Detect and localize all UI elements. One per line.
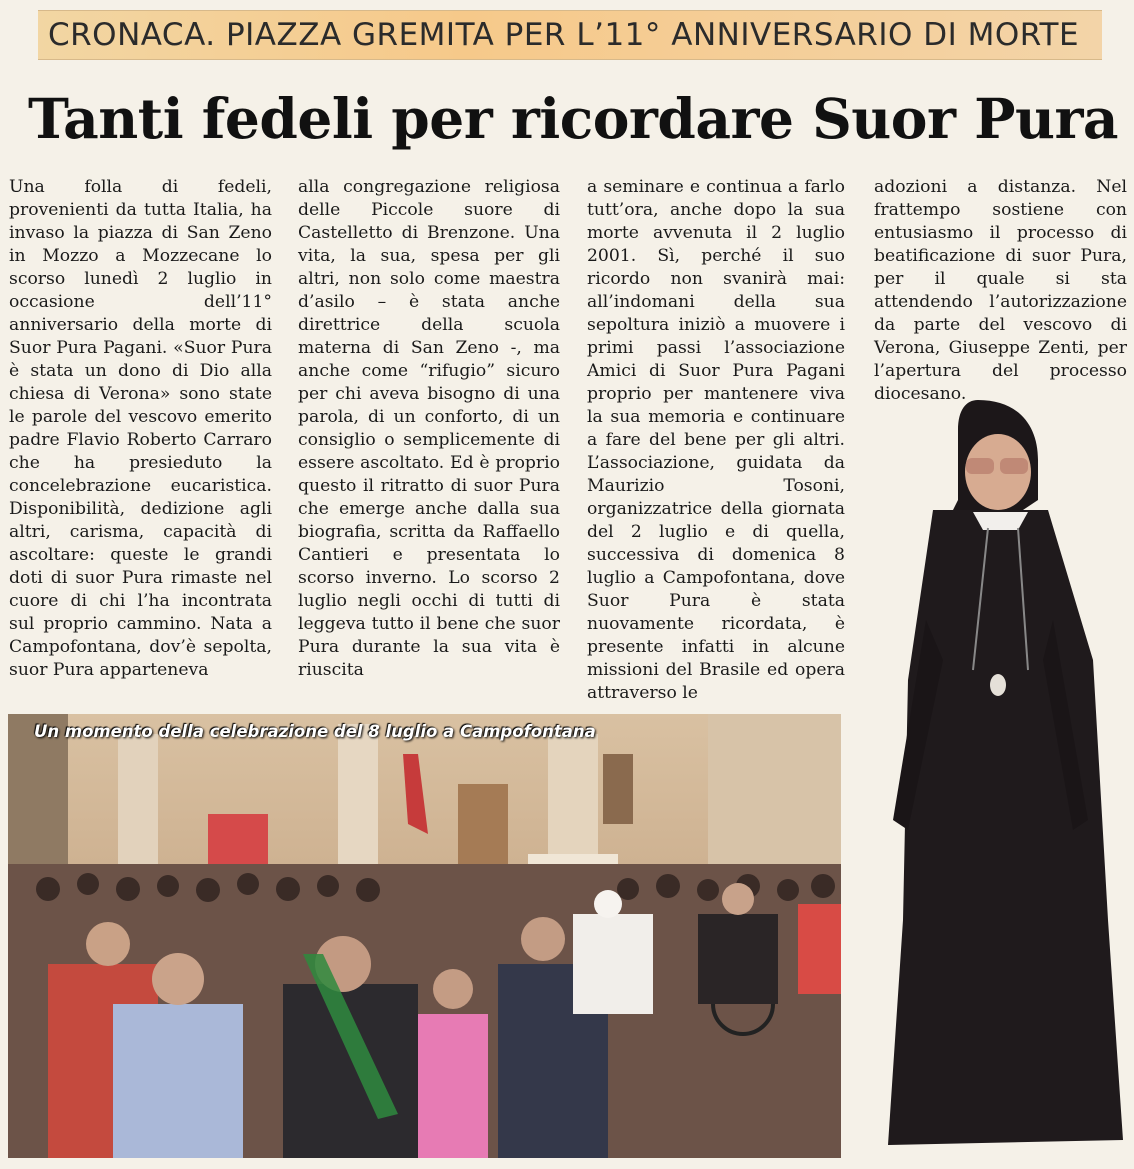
column-text: adozioni a distanza. Nel frattempo sostiene con entusiasmo il processo di beatificazione di suor Pura, per il quale si sta attendendo l’autorizzazione da parte del vescovo di Verona, Giuseppe Zenti, per l’apertura del processo diocesano. [874, 177, 1127, 404]
article-column-3 [587, 176, 845, 705]
column-text: a seminare e continua a farlo tutt’ora, anche dopo la sua morte avvenuta il 2 luglio 2001. Sì, perché il suo ricordo non svanirà mai: all’indomani della sua sepoltura iniziò a muovere i primi passi l’associazione Amici di Suor Pura Pagani proprio per mantenere viva la sua memoria e continuare a fare del bene per gli altri. L’associazione, guidata da Maurizio Tosoni, organizzatrice della giornata del 2 luglio e di quella, successiva di domenica 8 luglio a Campofontana, dove Suor Pura è stata nuovamente ricordata, è presente infatti in alcune missioni del Brasile ed opera attraverso le [587, 177, 845, 703]
section-kicker [38, 10, 1102, 60]
column-text: Una folla di fedeli, provenienti da tutta Italia, ha invaso la piazza di San Zeno in Mozzo a Mozzecane lo scorso lunedì 2 luglio in occasione dell’11° anniversario della morte di Suor Pura Pagani. «Suor Pura è stata un dono di Dio alla chiesa di Verona» sono state le parole del vescovo emerito padre Flavio Roberto Carraro che ha presieduto la concelebrazione eucaristica. Disponibilità, dedizione agli altri, carisma, capacità di ascoltare: queste le grandi doti di suor Pura rimaste nel cuore di chi l’ha incontrata sul proprio cammino. Nata a Campofontana, dov’è sepolta, suor Pura apparteneva [9, 177, 272, 680]
photo-caption: Un momento della celebrazione del 8 luglio a Campofontana [34, 722, 596, 741]
article-column-4 [874, 176, 1127, 406]
article-column-2 [298, 176, 560, 682]
nun-portrait-image [848, 400, 1128, 1162]
article-column-1 [9, 176, 272, 682]
celebration-photo [8, 714, 841, 1158]
headline: Tanti fedeli per ricordare Suor Pura [28, 86, 1119, 151]
church-interior-image [8, 714, 841, 1158]
portrait-photo [848, 400, 1128, 1162]
kicker-text: CRONACA. PIAZZA GREMITA PER L’11° ANNIVERSARIO DI MORTE [48, 17, 1080, 53]
column-text: alla congregazione religiosa delle Piccole suore di Castelletto di Brenzone. Una vita, la sua, spesa per gli altri, non solo come maestra d’asilo – è stata anche direttrice della scuola materna di San Zeno -, ma anche come “rifugio” sicuro per chi aveva bisogno di una parola, di un conforto, di un consiglio o semplicemente di essere ascoltato. Ed è proprio questo il ritratto di suor Pura che emerge anche dalla sua biografia, scritta da Raffaello Cantieri e presentata lo scorso inverno. Lo scorso 2 luglio negli occhi di tutti di leggeva tutto il bene che suor Pura durante la sua vita è riuscita [298, 177, 560, 680]
